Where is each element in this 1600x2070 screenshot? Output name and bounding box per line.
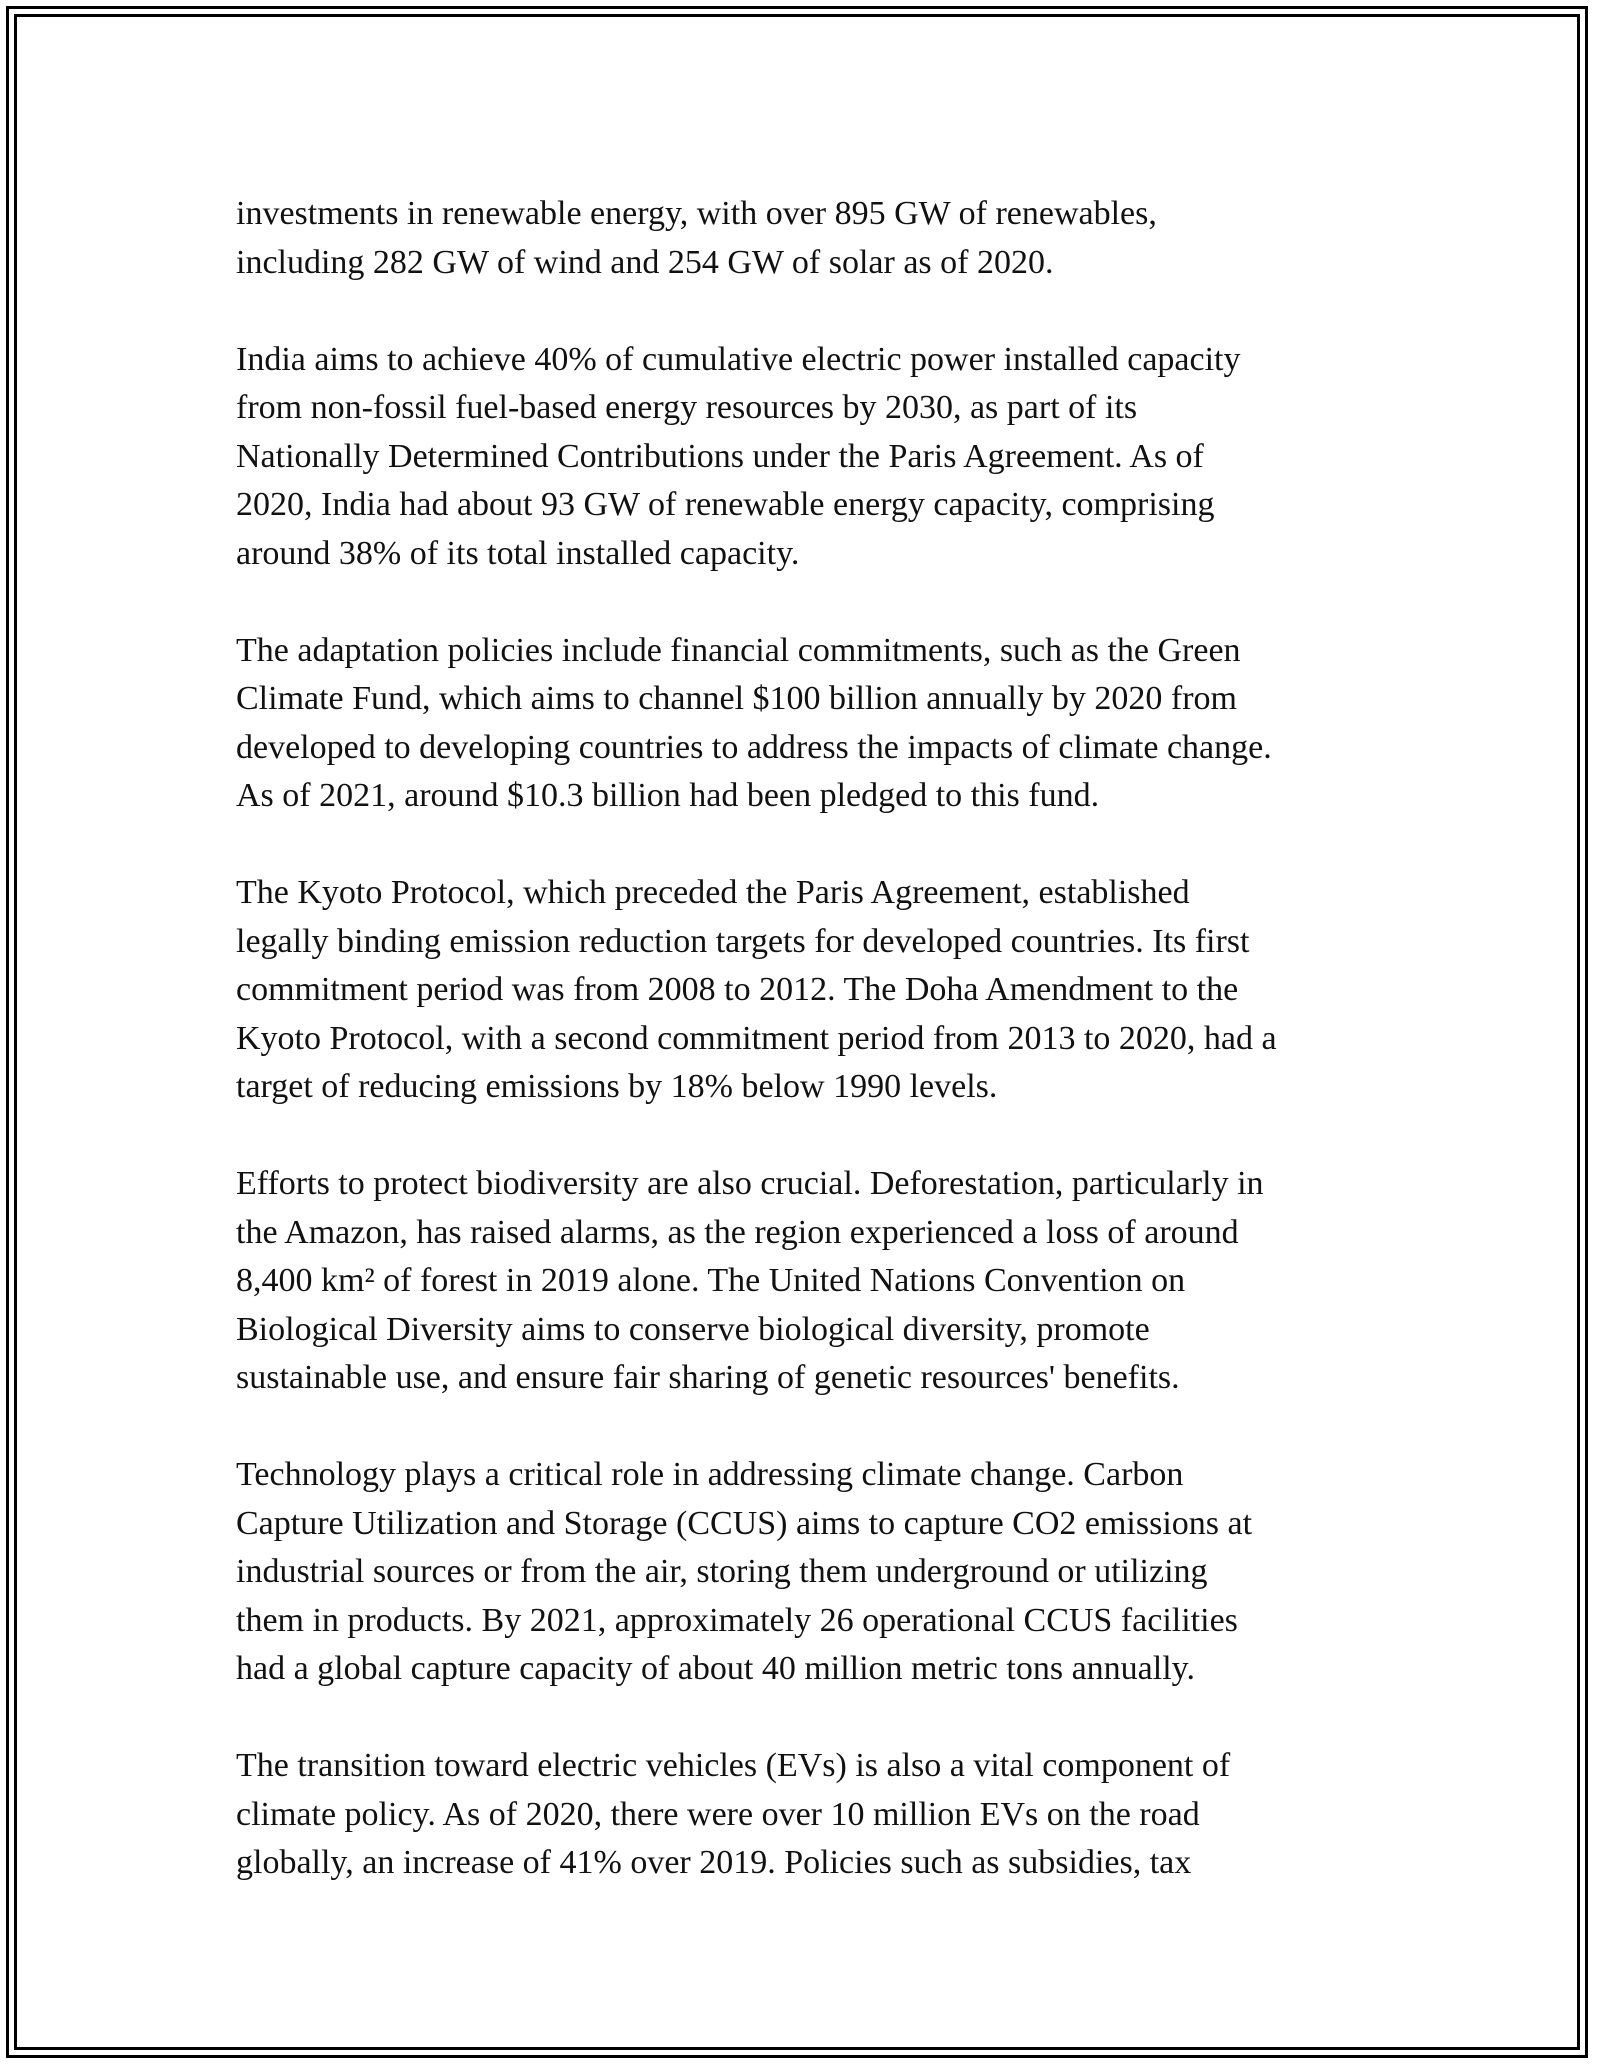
text-line: 2020, India had about 93 GW of renewable energy capacity, comprising xyxy=(236,486,1215,523)
text-line: globally, an increase of 41% over 2019. Policies such as subsidies, tax xyxy=(236,1844,1192,1881)
text-line: commitment period was from 2008 to 2012. The Doha Amendment to the xyxy=(236,971,1239,1008)
text-line: legally binding emission reduction targets for developed countries. Its first xyxy=(236,922,1250,960)
paragraph-india-targets xyxy=(236,336,1376,579)
text-line: Climate Fund, which aims to channel $100 billion annually by 2020 from xyxy=(236,680,1237,717)
text-line: 8,400 km² of forest in 2019 alone. The United Nations Convention on xyxy=(236,1262,1186,1299)
text-line: The transition toward electric vehicles (EVs) is also a vital component of xyxy=(236,1747,1231,1784)
paragraph-renewables-investment xyxy=(236,190,1376,287)
paragraph-adaptation-policies xyxy=(236,627,1376,821)
paragraph-ccus-technology xyxy=(236,1451,1376,1694)
text-line: Technology plays a critical role in addressing climate change. Carbon xyxy=(236,1456,1184,1493)
text-line: Efforts to protect biodiversity are also crucial. Deforestation, particularly in xyxy=(236,1165,1264,1202)
text-line: Capture Utilization and Storage (CCUS) aims to capture CO2 emissions at xyxy=(236,1504,1253,1542)
text-line: climate policy. As of 2020, there were over 10 million EVs on the road xyxy=(236,1795,1200,1833)
text-line: investments in renewable energy, with over 895 GW of renewables, xyxy=(236,195,1157,232)
text-line: industrial sources or from the air, storing them underground or utilizing xyxy=(236,1553,1208,1590)
text-line: Nationally Determined Contributions under the Paris Agreement. As of xyxy=(236,437,1204,475)
text-line: the Amazon, has raised alarms, as the region experienced a loss of around xyxy=(236,1213,1239,1251)
text-line: from non-fossil fuel-based energy resources by 2030, as part of its xyxy=(236,389,1138,426)
document-body xyxy=(236,190,1376,1936)
text-line: target of reducing emissions by 18% below 1990 levels. xyxy=(236,1068,998,1105)
text-line: India aims to achieve 40% of cumulative electric power installed capacity xyxy=(236,340,1241,378)
text-line: As of 2021, around $10.3 billion had been pledged to this fund. xyxy=(236,777,1100,814)
text-line: developed to developing countries to address the impacts of climate change. xyxy=(236,728,1272,766)
text-line: including 282 GW of wind and 254 GW of solar as of 2020. xyxy=(236,243,1054,281)
text-line: Kyoto Protocol, with a second commitment period from 2013 to 2020, had a xyxy=(236,1019,1277,1057)
paragraph-biodiversity xyxy=(236,1160,1376,1403)
text-line: had a global capture capacity of about 40 million metric tons annually. xyxy=(236,1650,1195,1687)
text-line: sustainable use, and ensure fair sharing of genetic resources' benefits. xyxy=(236,1359,1180,1396)
text-line: The Kyoto Protocol, which preceded the Paris Agreement, established xyxy=(236,874,1190,911)
paragraph-electric-vehicles xyxy=(236,1742,1376,1888)
text-line: Biological Diversity aims to conserve biological diversity, promote xyxy=(236,1310,1150,1348)
text-line: them in products. By 2021, approximately 26 operational CCUS facilities xyxy=(236,1601,1238,1639)
text-line: around 38% of its total installed capacity. xyxy=(236,534,800,572)
paragraph-kyoto-protocol xyxy=(236,869,1376,1112)
text-line: The adaptation policies include financial commitments, such as the Green xyxy=(236,631,1241,669)
